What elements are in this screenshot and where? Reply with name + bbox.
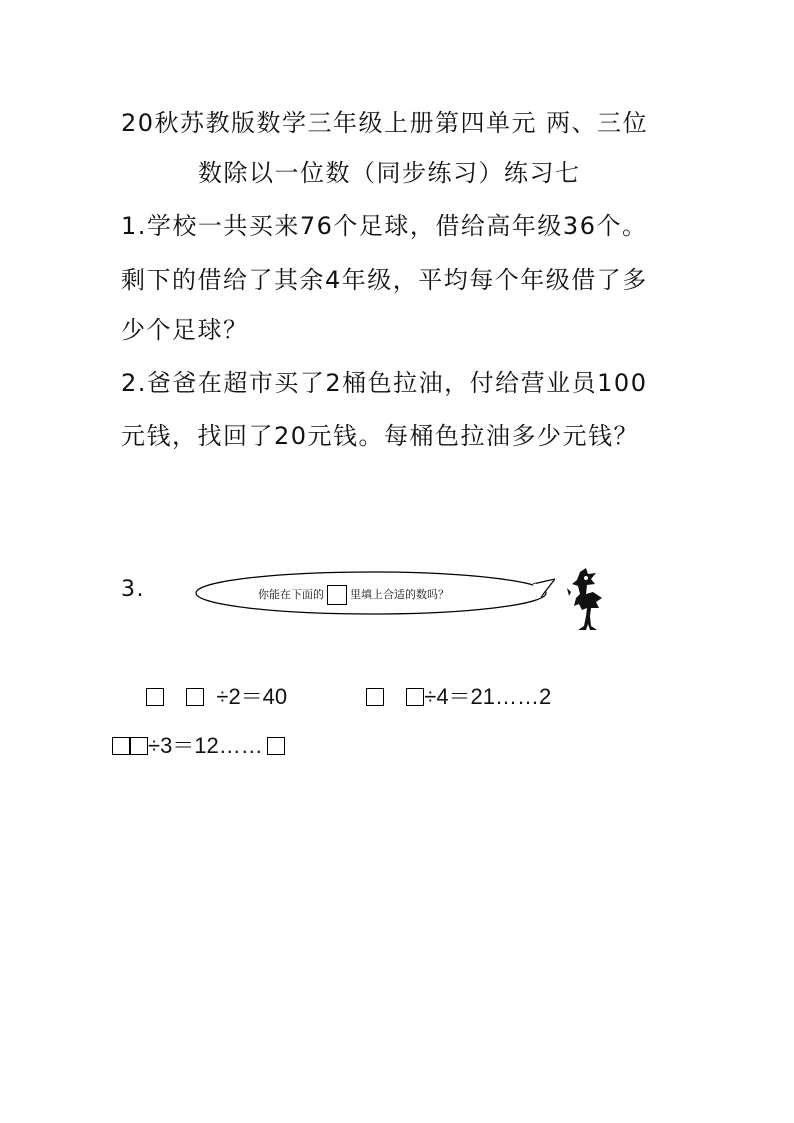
equation-2-text: ÷4＝21……2 xyxy=(424,684,552,709)
blank-box-icon xyxy=(267,737,285,755)
speech-bubble-text xyxy=(258,585,449,605)
blank-box-icon xyxy=(406,688,424,706)
blank-box-icon xyxy=(146,688,164,706)
equation-1 xyxy=(146,686,287,708)
cartoon-bird-icon xyxy=(566,568,606,634)
equation-3-text: ÷3＝12…… xyxy=(148,733,263,758)
bubble-text-after: 里填上合适的数吗？ xyxy=(350,588,449,601)
blank-box-icon xyxy=(366,688,384,706)
question-1-line-1: 1.学校一共买来76个足球，借给高年级36个。 xyxy=(121,212,648,240)
blank-box-icon xyxy=(327,585,347,605)
question-2-line-2: 元钱，找回了20元钱。每桶色拉油多少元钱？ xyxy=(121,422,640,450)
blank-box-icon xyxy=(186,688,204,706)
question-1-line-3: 少个足球？ xyxy=(121,316,249,344)
question-3-number: 3. xyxy=(121,577,145,602)
equation-3 xyxy=(112,735,285,757)
question-2-line-1: 2.爸爸在超市买了2桶色拉油，付给营业员100 xyxy=(121,369,648,397)
equation-1-text: ÷2＝40 xyxy=(216,684,288,709)
title-line-2: 数除以一位数（同步练习）练习七 xyxy=(198,159,581,187)
blank-box-icon xyxy=(130,737,148,755)
bubble-text-before: 你能在下面的 xyxy=(258,588,324,601)
title-line-1: 20秋苏教版数学三年级上册第四单元 两、三位 xyxy=(121,109,649,137)
equation-2 xyxy=(366,686,551,708)
blank-box-icon xyxy=(112,737,130,755)
question-1-line-2: 剩下的借给了其余4年级，平均每个年级借了多 xyxy=(121,266,648,294)
